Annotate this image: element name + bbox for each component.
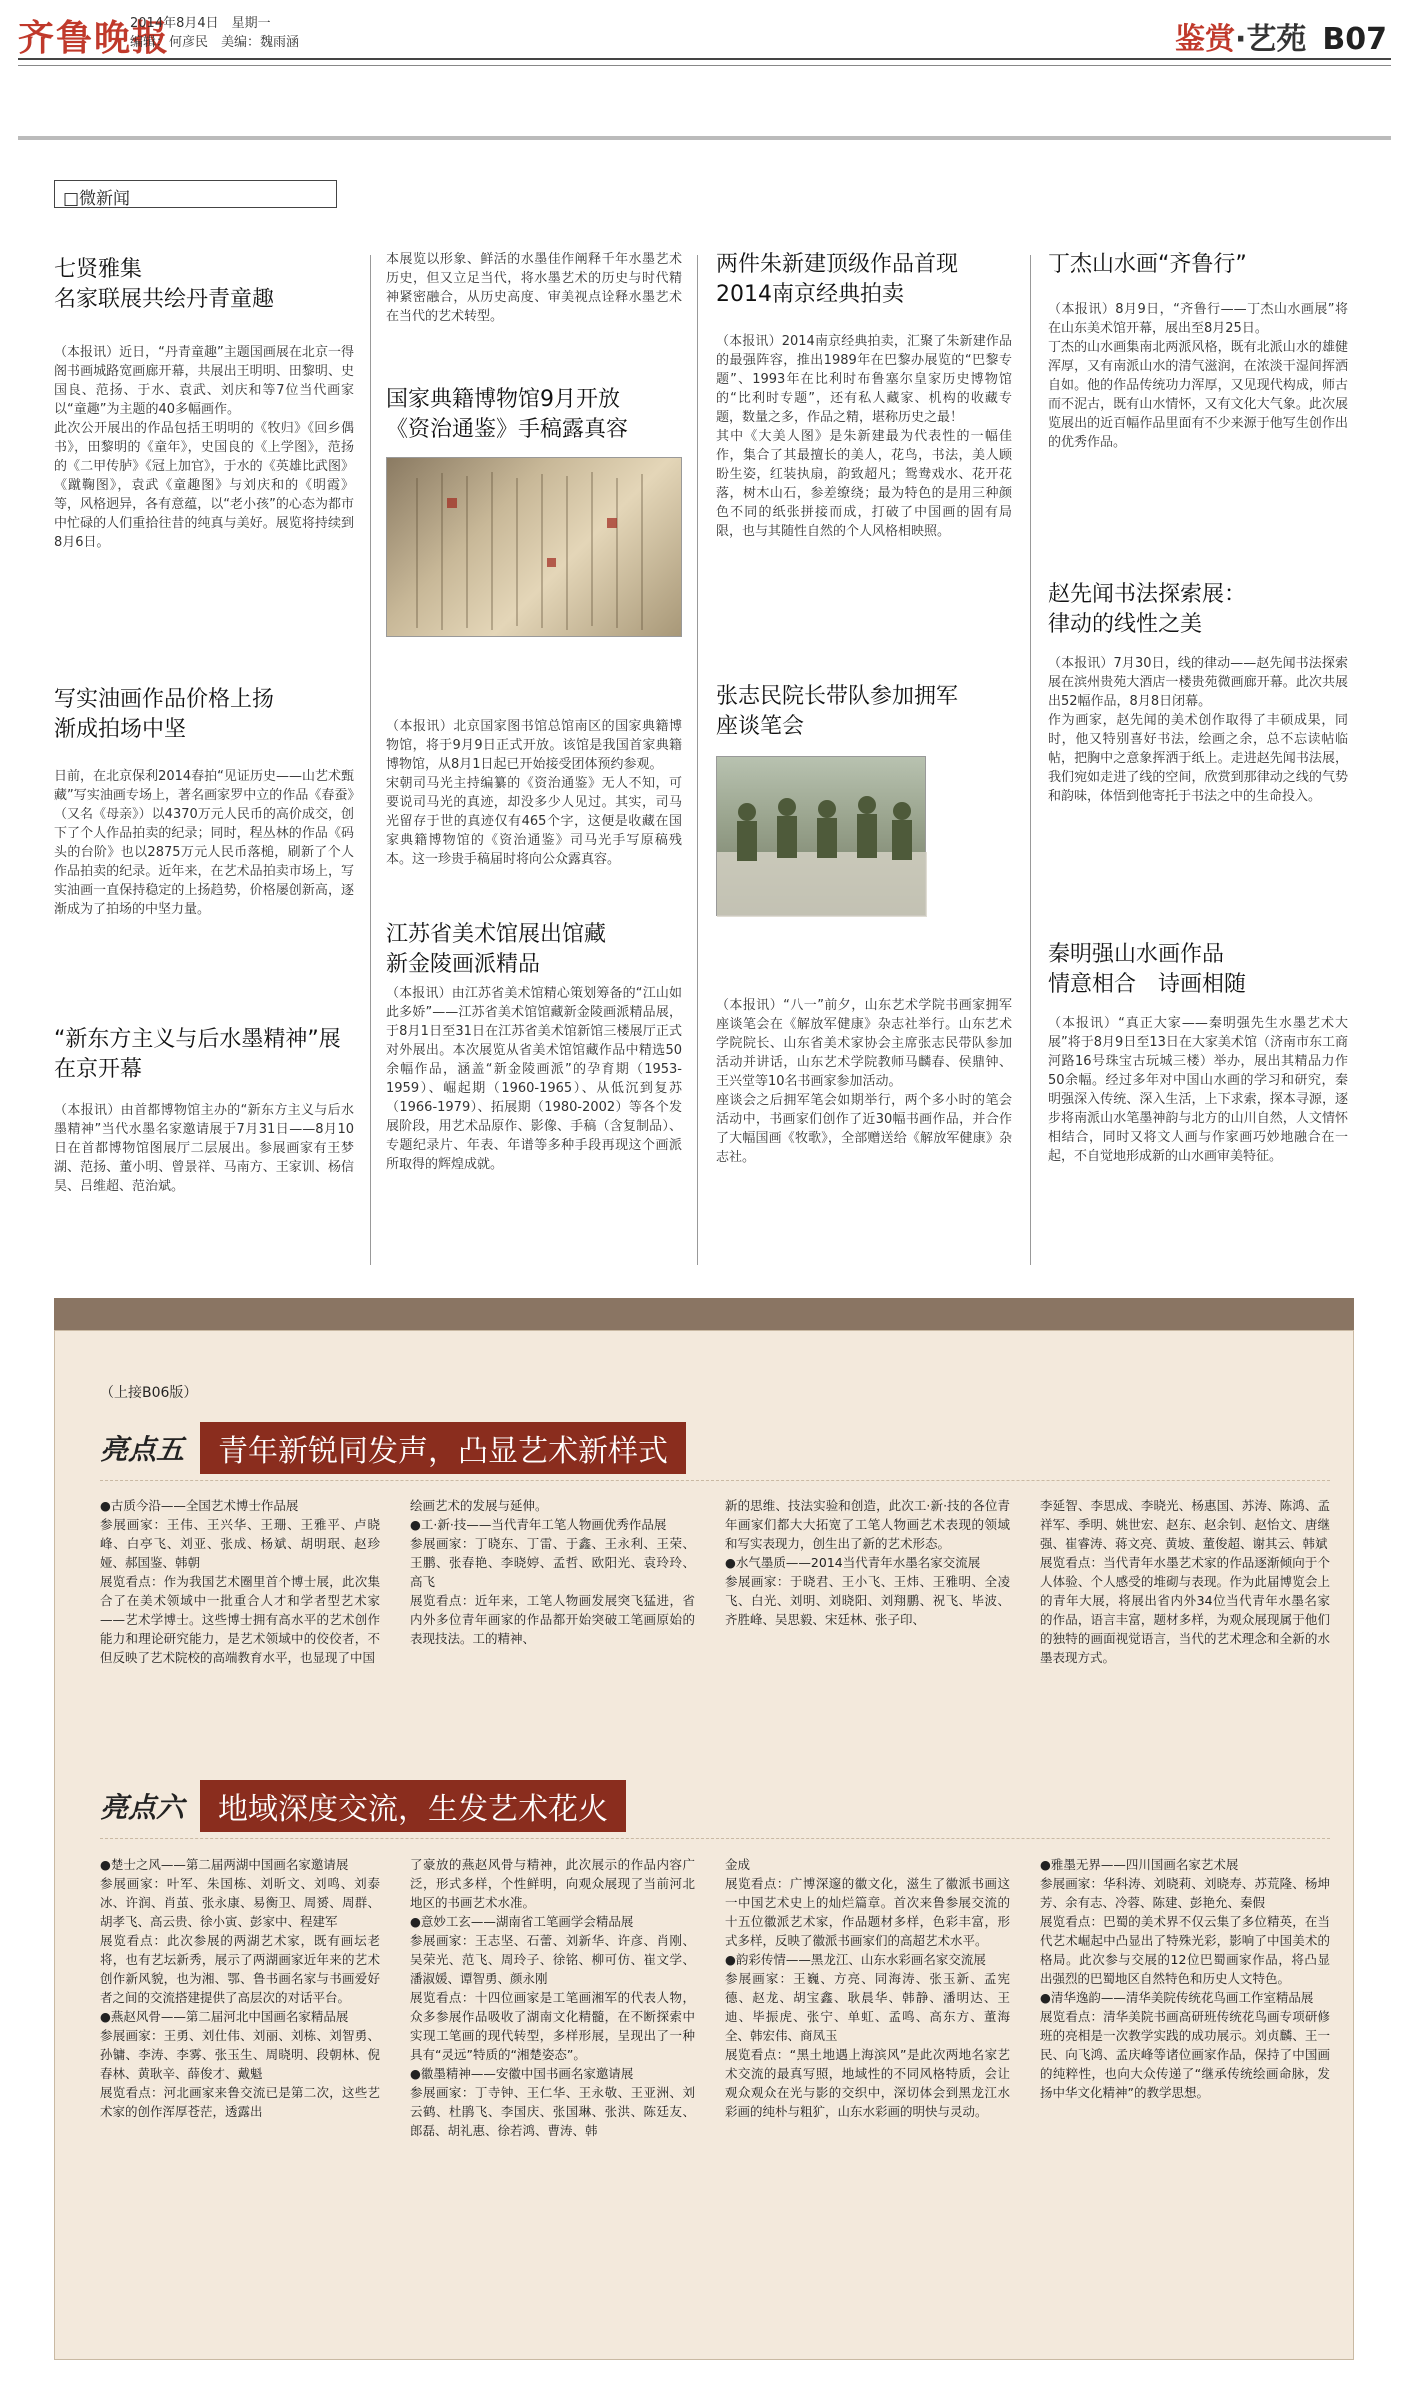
column-divider bbox=[370, 255, 371, 1265]
h6-col-text: ●楚士之风——第二届两湖中国画名家邀请展 参展画家：叶军、朱国栋、刘昕文、刘鸣、刘泰冰、许润、肖茧、张永康、易衡卫、周赟、周群、胡孝飞、高云贵、徐小寅、彭家中、程建军 展览看点：此次参展的两湖艺术家，既有画坛老将，也有艺坛新秀，展示了两湖画家近年来的艺术创作新风貌，也为湘、鄂、鲁书画名家与书画爱好者之间的交流搭建提供了高层次的对话平台。 ●燕赵风骨——第二届河北中国画名家精品展 参展画家：王勇、刘仕伟、刘丽、刘栋、刘智勇、孙镛、李涛、李雾、张玉生、周晓明、段朝林、倪春林、黄耿辛、薛俊才、戴魁 展览看点：河北画家来鲁交流已是第二次，这些艺术家的创作浑厚苍茫，透露出 bbox=[100, 1857, 380, 2119]
article-title: 秦明强山水画作品 情意相合 诗画相随 bbox=[1048, 942, 1247, 997]
article-title: 七贤雅集 名家联展共绘丹青童趣 bbox=[54, 257, 275, 312]
highlight-six bbox=[100, 1780, 626, 1832]
article-body: （本报讯）“八一”前夕，山东艺术学院书画家拥军座谈笔会在《解放军健康》杂志社举行。山东艺术学院院长、山东省美术家协会主席张志民带队参加活动并讲话，山东艺术学院教师马麟春、侯鼎钟、王兴堂等10名书画家参加活动。 座谈会之后拥军笔会如期举行，两个多小时的笔会活动中，书画家们创作了近30幅书画作品，并合作了大幅国画《牧歌》，全部赠送给《解放军健康》杂志社。 bbox=[716, 998, 1012, 1165]
article-title: 赵先闻书法探索展： 律动的线性之美 bbox=[1048, 582, 1247, 637]
news-section-box: □微新闻 bbox=[54, 180, 337, 208]
article-title: 两件朱新建顶级作品首现 2014南京经典拍卖 bbox=[716, 252, 959, 307]
article-body: 本展览以形象、鲜活的水墨佳作阐释千年水墨艺术历史，但又立足当代，将水墨艺术的历史与时代精神紧密融合，从历史高度、审美视点诠释水墨艺术在当代的艺术转型。 bbox=[386, 252, 682, 324]
article-body: （本报讯）由江苏省美术馆精心策划筹备的“江山如此多娇”——江苏省美术馆馆藏新金陵画派精品展，于8月1日至31日在江苏省美术馆新馆三楼展厅正式对外展出。本次展览从省美术馆馆藏作品中精选50余幅作品，涵盖“新金陵画派”的孕育期（1953-1959）、崛起期（1960-1965）、从低沉到复苏（1966-1979）、拓展期（1980-2002）等各个发展阶段，用艺术品原作、影像、手稿（含复制品）、专题纪录片、年表、年谱等多种手段再现这个画派所取得的辉煌成就。 bbox=[386, 986, 682, 1172]
article-classics-museum bbox=[386, 385, 682, 869]
h5-col-text: 绘画艺术的发展与延伸。 ●工·新·技——当代青年工笔人物画优秀作品展 参展画家：丁晓东、丁雷、于鑫、王永利、王荣、王鹏、张春艳、李晓婷、孟哲、欧阳光、袁玲玲、高飞 展览看点：近年来，工笔人物画发展突飞猛进，省内外多位青年画家的作品都开始突破工笔画原始的表现技法。工的精神、 bbox=[410, 1498, 695, 1646]
article-continued bbox=[386, 250, 682, 326]
article-zhang-zhimin bbox=[716, 682, 1012, 1167]
article-body: （本报讯）北京国家图书馆总馆南区的国家典籍博物馆，将于9月9日正式开放。该馆是我国首家典籍博物馆，从8月1日起已开始接受团体预约参观。 宋朝司马光主持编纂的《资治通鉴》无人不知，可要说司马光的真迹，却没多少人见过。其实，司马光留存于世的真迹仅有465个字，这便是收藏在国家典籍博物馆的《资治通鉴》司马光手写原稿残本。这一珍贵手稿届时将向公众露真容。 bbox=[386, 719, 682, 867]
article-body: （本报讯）近日，“丹青童趣”主题国画展在北京一得阁书画城路宽画廊开幕，共展出王明明、田黎明、史国良、范扬、于水、袁武、刘庆和等7位当代画家以“童趣”为主题的40多幅画作。 此次公开展出的作品包括王明明的《牧归》《回乡偶书》，田黎明的《童年》，史国良的《上学图》，范扬的《二甲传胪》《冠上加官》，于水的《英雄比武图》《蹴鞠图》，袁武《童趣图》与刘庆和的《明霞》等，风格迥异，各有意蕴，以“老小孩”的心态为都市中忙碌的人们重拾往昔的纯真与美好。展览将持续到8月6日。 bbox=[54, 345, 354, 550]
page-number: B07 bbox=[1322, 22, 1387, 57]
article-body: （本报讯）8月9日，“齐鲁行——丁杰山水画展”将在山东美术馆开幕，展出至8月25日。 丁杰的山水画集南北两派风格，既有北派山水的雄健浑厚，又有南派山水的清气滋润，在浓淡干湿间挥洒自如。他的作品传统功力浑厚，又见现代构成，师古而不泥古，既有山水情怀，又有文化大气象。此次展览展出的近百幅作品里面有不少来源于他写生创作出的优秀作品。 bbox=[1048, 302, 1348, 450]
article-title: “新东方主义与后水墨精神”展在京开幕 bbox=[54, 1027, 341, 1082]
article-body: （本报讯）7月30日，线的律动——赵先闻书法探索展在滨州贵苑大酒店一楼贵苑微画廊开幕。此次共展出52幅作品，8月8日闭幕。 作为画家，赵先闻的美术创作取得了丰硕成果，同时，他又特别喜好书法，绘画之余，总不忘读帖临帖，把胸中之意象挥洒于纸上。走进赵先闻书法展，我们宛如走进了线的空间，欣赏到那律动之线的气势和韵味，体悟到他寄托于书法之中的生命投入。 bbox=[1048, 656, 1348, 804]
article-jiangsu-museum bbox=[386, 920, 682, 1174]
article-new-orientalism bbox=[54, 1025, 354, 1196]
column-divider bbox=[697, 255, 698, 1265]
article-title: 写实油画作品价格上扬 渐成拍场中坚 bbox=[54, 687, 275, 742]
h6-col-4 bbox=[1040, 1855, 1330, 2102]
article-body: （本报讯）由首都博物馆主办的“新东方主义与后水墨精神”当代水墨名家邀请展于7月31日——8月10日在首都博物馆图展厅二层展出。参展画家有王梦湖、范扬、董小明、曾景祥、马南方、王家训、杨信昊、吕维超、范治斌。 bbox=[54, 1103, 354, 1194]
event-photo bbox=[716, 756, 926, 916]
article-oil-painting bbox=[54, 685, 354, 919]
highlight-title: 地域深度交流，生发艺术花火 bbox=[200, 1780, 626, 1832]
h6-col-text: 金成 展览看点：广博深邃的徽文化，滋生了徽派书画这一中国艺术史上的灿烂篇章。首次来鲁参展交流的十五位徽派艺术家，作品题材多样，色彩丰富，形式多样，反映了徽派书画家们的高超艺术水平。 ●韵彩传情——黑龙江、山东水彩画名家交流展 参展画家：王巍、方亮、同海涛、张玉新、孟宪德、赵龙、胡宝鑫、耿晨华、韩静、潘明达、王迪、毕振虎、张宁、单虹、孟鸣、高东方、董海全、韩宏伟、商凤玉 展览看点：“黑土地遇上海滨风”是此次两地名家艺术交流的最真写照，地域性的不同风格特质，会让观众观众在光与影的交织中，深切体会到黑龙江水彩画的纯朴与粗犷，山东水彩画的明快与灵动。 bbox=[725, 1857, 1010, 2119]
highlight-title: 青年新锐同发声，凸显艺术新样式 bbox=[200, 1422, 686, 1474]
subsection-name: 艺苑 bbox=[1246, 22, 1307, 57]
gray-band bbox=[18, 136, 1391, 140]
issue-meta bbox=[130, 14, 299, 52]
section-header bbox=[1175, 14, 1387, 58]
article-zhao-xianwen bbox=[1048, 580, 1348, 806]
h5-col-3 bbox=[725, 1496, 1010, 1629]
manuscript-photo bbox=[386, 457, 682, 637]
h5-col-text: 李延智、李思成、李晓光、杨惠国、苏涛、陈鸿、孟祥军、季明、姚世宏、赵东、赵余钊、赵怡文、唐继强、崔睿涛、蒋文亮、黄坡、董俊超、谢其云、韩斌 展览看点：当代青年水墨艺术家的作品逐渐倾向于个人体验、个人感受的堆砌与表现。作为此届博览会上的青年大展，将展出省内外34位当代青年水墨名家的作品，语言丰富，题材多样，为观众展现属于他们的独特的画面视觉语言，当代的艺术理念和全新的水墨表现方式。 bbox=[1040, 1498, 1330, 1665]
article-title: 江苏省美术馆展出馆藏 新金陵画派精品 bbox=[386, 922, 607, 977]
article-title: 丁杰山水画“齐鲁行” bbox=[1048, 252, 1247, 277]
section-separator: · bbox=[1234, 22, 1247, 57]
h5-col-2 bbox=[410, 1496, 695, 1648]
article-qixian bbox=[54, 255, 354, 552]
h6-col-text: 了豪放的燕赵风骨与精神，此次展示的作品内容广泛，形式多样，个性鲜明，向观众展现了当前河北地区的书画艺术水准。 ●意妙工玄——湖南省工笔画学会精品展 参展画家：王志坚、石蕾、刘新华、许彦、肖刚、吴荣光、范飞、周玲子、徐铭、柳可仿、崔文学、潘淑媛、谭智勇、颜永刚 展览看点：十四位画家是工笔画湘军的代表人物，众多参展作品吸收了湖南文化精髓，在不断探索中实现工笔画的现代转型，多样形展，呈现出了一种具有“灵远”特质的“湘楚姿态”。 ●徽墨精神——安徽中国书画名家邀请展 参展画家：丁寺钟、王仁华、王永敬、王亚洲、刘云鹤、杜鹃飞、李国庆、张国琳、张洪、陈廷友、郎磊、胡礼惠、徐若鸿、曹涛、韩 bbox=[410, 1857, 695, 2138]
newspaper-logo: 齐鲁晚报 bbox=[18, 17, 171, 59]
header-rule-thin bbox=[18, 65, 1391, 66]
column-divider bbox=[1030, 255, 1031, 1265]
feature-top-band bbox=[54, 1298, 1354, 1332]
feature-panel bbox=[54, 1330, 1354, 2360]
h5-col-1 bbox=[100, 1496, 380, 1667]
dashed-divider bbox=[100, 1838, 1330, 1839]
h6-col-2 bbox=[410, 1855, 695, 2140]
article-zhu-xinjian bbox=[716, 250, 1012, 541]
h5-col-text: 新的思维、技法实验和创造，此次工·新·技的各位青年画家们都大大拓宽了工笔人物画艺术表现的领域和写实表现力，创生出了新的艺术形态。 ●水气墨质——2014当代青年水墨名家交流展 参展画家：于晓君、王小飞、王炜、王雅明、全凌飞、白光、刘明、刘晓阳、刘翔鹏、祝飞、毕波、齐胜峰、吴思毅、宋廷林、张子印、 bbox=[725, 1498, 1010, 1627]
h6-col-3 bbox=[725, 1855, 1010, 2121]
article-title: 国家典籍博物馆9月开放 《资治通鉴》手稿露真容 bbox=[386, 387, 629, 442]
highlight-tag: 亮点五 bbox=[100, 1433, 185, 1466]
article-title: 张志民院长带队参加拥军 座谈笔会 bbox=[716, 684, 959, 739]
article-ding-jie bbox=[1048, 250, 1348, 452]
article-body: 日前，在北京保利2014春拍“见证历史——山艺术甄藏”写实油画专场上，著名画家罗中立的作品《春蚕》（又名《母亲》）以4370万元人民币的高价成交，创下了个人作品拍卖的纪录；同时，程丛林的作品《码头的台阶》也以2875万元人民币落槌，刷新了个人作品拍卖的纪录。近年来，在艺术品拍卖市场上，写实油画一直保持稳定的上扬趋势，价格屡创新高，逐渐成为了拍场的中坚力量。 bbox=[54, 769, 354, 917]
issue-date: 2014年8月4日 星期一 bbox=[130, 16, 271, 31]
h6-col-1 bbox=[100, 1855, 380, 2121]
article-body: （本报讯）2014南京经典拍卖，汇聚了朱新建作品的最强阵容，推出1989年在巴黎办展览的“巴黎专题”、1993年在比利时布鲁塞尔皇家历史博物馆的“比利时专题”，还有私人藏家、机构的收藏专题，数量之多，作品之精，堪称历史之最！ 其中《大美人图》是朱新建最为代表性的一幅佳作，集合了其最擅长的美人，花鸟，书法，美人顾盼生姿，红装执扇，韵致超凡；鸳鸯戏水、花开花落，树木山石，参差缭绕；最为特色的是用三种颜色不同的纸张拼接而成，打破了中国画的固有局限，也与其随性自然的个人风格相映照。 bbox=[716, 334, 1012, 539]
h5-col-4 bbox=[1040, 1496, 1330, 1667]
issue-editors: 编辑：何彦民 美编：魏雨涵 bbox=[130, 35, 300, 50]
highlight-five bbox=[100, 1422, 686, 1474]
dashed-divider bbox=[100, 1480, 1330, 1481]
article-qin-mingqiang bbox=[1048, 940, 1348, 1166]
highlight-tag: 亮点六 bbox=[100, 1791, 185, 1824]
section-name: 鉴赏 bbox=[1174, 22, 1235, 57]
article-body: （本报讯）“真正大家——秦明强先生水墨艺术大展”将于8月9日至13日在大家美术馆（济南市东工商河路16号珠宝古玩城三楼）举办，展出其精品力作50余幅。经过多年对中国山水画的学习和研究，秦明强深入传统、深入生活，上下求索，探本寻源，逐步将南派山水笔墨神韵与北方的山川自然，人文情怀相结合，同时又将文人画与作家画巧妙地融合在一起，不自觉地形成新的山水画审美特征。 bbox=[1048, 1016, 1348, 1164]
h6-col-text: ●雅墨无界——四川国画名家艺术展 参展画家：华科涛、刘晓莉、刘晓寿、苏荒隆、杨坤芳、余有志、冷蓉、陈建、彭艳允、秦假 展览看点：巴蜀的美术界不仅云集了多位精英，在当代艺术崛起中凸显出了特殊光彩，影响了中国美术的格局。此次参与交展的12位巴蜀画家作品，将凸显出强烈的巴蜀地区自然特色和历史人文特色。 ●清华逸韵——清华美院传统花鸟画工作室精品展 展览看点：清华美院书画高研班传统花鸟画专项研修班的亮相是一次教学实践的成功展示。刘贞麟、王一民、向飞鸿、孟庆峰等诸位画家作品，保持了中国画的纯粹性，也向大众传递了“继承传统绘画命脉，发扬中华文化精神”的教学思想。 bbox=[1040, 1857, 1330, 2100]
continued-note: （上接B06版） bbox=[100, 1385, 198, 1401]
h5-col-text: ●古质今沿——全国艺术博士作品展 参展画家：王伟、王兴华、王珊、王雅平、卢晓峰、白亭飞、刘亚、张成、杨斌、胡明珉、赵珍娅、郝国鉴、韩朝 展览看点：作为我国艺术圈里首个博士展，此次集合了在美术领域中一批重合人才和学者型艺术家——艺术学博士。这些博士拥有高水平的艺术创作能力和理论研究能力，是艺术领域中的佼佼者，不但反映了艺术院校的高端教育水平，也显现了中国 bbox=[100, 1498, 380, 1665]
header-rule bbox=[18, 58, 1391, 60]
